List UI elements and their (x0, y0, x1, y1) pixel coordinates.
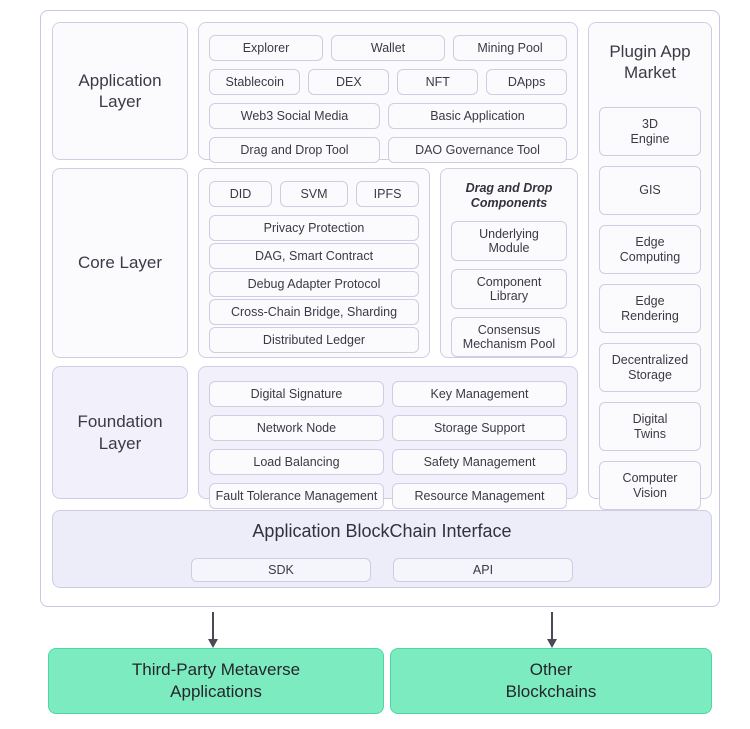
chip-cross-chain-bridge-sharding[interactable]: Cross-Chain Bridge, Sharding (209, 299, 419, 325)
chip-digital-twins[interactable]: Digital Twins (599, 402, 701, 451)
chip-gis[interactable]: GIS (599, 166, 701, 215)
interface-items (191, 558, 573, 582)
layer-label-foundation (52, 366, 188, 499)
chip-edge-computing[interactable]: Edge Computing (599, 225, 701, 274)
chip-api[interactable]: API (393, 558, 573, 582)
application-blockchain-interface-title: Application BlockChain Interface (252, 521, 512, 541)
application-row-1 (209, 35, 567, 61)
chip-stablecoin[interactable]: Stablecoin (209, 69, 300, 95)
chip-sdk[interactable]: SDK (191, 558, 371, 582)
drag-drop-components-list (451, 221, 567, 357)
layer-label-application-text: Application Layer (78, 70, 162, 111)
chip-3d-engine[interactable]: 3D Engine (599, 107, 701, 156)
drag-drop-components-title: Drag and Drop Components (465, 181, 553, 210)
application-layer-panel (198, 22, 578, 160)
foundation-grid (209, 381, 567, 509)
application-row-4 (209, 137, 567, 163)
chip-ipfs[interactable]: IPFS (356, 181, 419, 207)
chip-dao-governance-tool[interactable]: DAO Governance Tool (388, 137, 567, 163)
drag-drop-components-panel (440, 168, 578, 358)
chip-network-node[interactable]: Network Node (209, 415, 384, 441)
chip-dapps[interactable]: DApps (486, 69, 567, 95)
chip-digital-signature[interactable]: Digital Signature (209, 381, 384, 407)
core-row-6 (209, 327, 419, 353)
plugin-app-market-list (599, 107, 701, 510)
layer-label-core (52, 168, 188, 358)
result-other-blockchains (390, 648, 712, 714)
core-row-3 (209, 243, 419, 269)
chip-did[interactable]: DID (209, 181, 272, 207)
core-row-4 (209, 271, 419, 297)
chip-edge-rendering[interactable]: Edge Rendering (599, 284, 701, 333)
arrow-down-right (551, 612, 553, 640)
application-blockchain-interface-band (52, 510, 712, 588)
chip-fault-tolerance-management[interactable]: Fault Tolerance Management (209, 483, 384, 509)
core-layer-panel (198, 168, 430, 358)
chip-dag-smart-contract[interactable]: DAG, Smart Contract (209, 243, 419, 269)
chip-drag-and-drop-tool[interactable]: Drag and Drop Tool (209, 137, 380, 163)
chip-computer-vision[interactable]: Computer Vision (599, 461, 701, 510)
chip-basic-application[interactable]: Basic Application (388, 103, 567, 129)
result-right-label: Other Blockchains (505, 659, 597, 701)
foundation-layer-panel (198, 366, 578, 503)
chip-debug-adapter-protocol[interactable]: Debug Adapter Protocol (209, 271, 419, 297)
chip-explorer[interactable]: Explorer (209, 35, 323, 61)
chip-resource-management[interactable]: Resource Management (392, 483, 567, 509)
chip-wallet[interactable]: Wallet (331, 35, 445, 61)
plugin-app-market-panel (588, 22, 712, 499)
chip-consensus-mechanism-pool[interactable]: Consensus Mechanism Pool (451, 317, 567, 357)
chip-mining-pool[interactable]: Mining Pool (453, 35, 567, 61)
chip-privacy-protection[interactable]: Privacy Protection (209, 215, 419, 241)
chip-component-library[interactable]: Component Library (451, 269, 567, 309)
application-row-3 (209, 103, 567, 129)
core-row-5 (209, 299, 419, 325)
chip-dex[interactable]: DEX (308, 69, 389, 95)
result-third-party-metaverse-applications (48, 648, 384, 714)
chip-web3-social-media[interactable]: Web3 Social Media (209, 103, 380, 129)
chip-svm[interactable]: SVM (280, 181, 348, 207)
chip-safety-management[interactable]: Safety Management (392, 449, 567, 475)
plugin-app-market-title: Plugin App Market (609, 42, 691, 83)
layer-label-foundation-text: Foundation Layer (77, 412, 163, 453)
chip-distributed-ledger[interactable]: Distributed Ledger (209, 327, 419, 353)
chip-storage-support[interactable]: Storage Support (392, 415, 567, 441)
core-row-1 (209, 181, 419, 207)
chip-nft[interactable]: NFT (397, 69, 478, 95)
layer-label-core-text: Core Layer (77, 253, 163, 273)
chip-underlying-module[interactable]: Underlying Module (451, 221, 567, 261)
application-row-2 (209, 69, 567, 95)
chip-load-balancing[interactable]: Load Balancing (209, 449, 384, 475)
result-left-label: Third-Party Metaverse Applications (131, 659, 301, 701)
chip-key-management[interactable]: Key Management (392, 381, 567, 407)
arrow-down-left (212, 612, 214, 640)
chip-decentralized-storage[interactable]: Decentralized Storage (599, 343, 701, 392)
layer-label-application (52, 22, 188, 160)
core-row-2 (209, 215, 419, 241)
